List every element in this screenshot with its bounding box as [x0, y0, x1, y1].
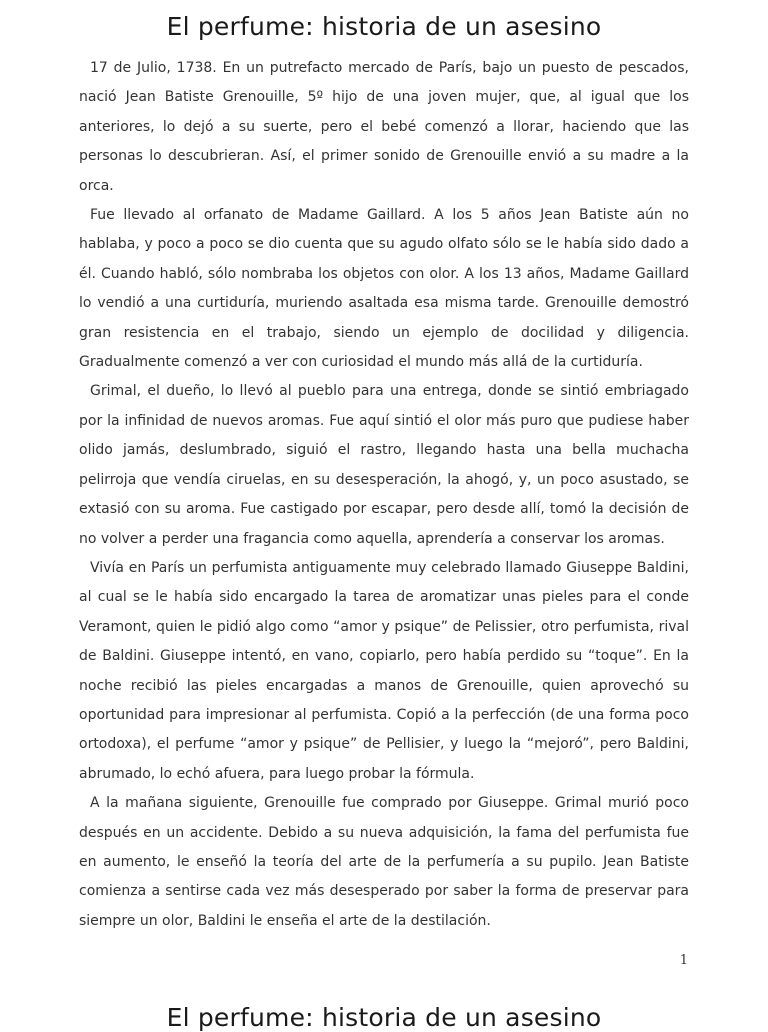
paragraph: Vivía en París un perfumista antiguamente muy celebrado llamado Giuseppe Baldini, al cual se le había sido encargado la tarea de aromatizar unas pieles para el conde Veramont, quien le pidió algo como “amor y psique” de Pelissier, otro perfumista, rival de Baldini. Giuseppe intentó, en vano, copiarlo, pero había perdido su “toque”. En la noche recibió las pieles encargadas a manos de Grenouille, quien aprovechó su oportunidad para impresionar al perfumista. Copió a la perfección (de una forma poco ortodoxa), el perfume “amor y psique” de Pellisier, y luego la “mejoró”, pero Baldini, abrumado, lo echó afuera, para luego probar la fórmula. — [79, 559, 689, 782]
document-title: El perfume: historia de un asesino — [166, 12, 602, 41]
page-number: 1 — [679, 953, 688, 968]
paragraph: Grimal, el dueño, lo llevó al pueblo para una entrega, donde se sintió embriagado por la infinidad de nuevos aromas. Fue aquí sintió el olor más puro que pudiese haber olido jamás, deslumbrado, siguió el rastro, llegando hasta una bella muchacha pelirroja que vendía ciruelas, en su desesperación, la ahogó, y, un poco asustado, se extasió con su aroma. Fue castigado por escapar, pero desde allí, tomó la decisión de no volver a perder una fragancia como aquella, aprendería a conservar los aromas. — [79, 383, 689, 547]
paragraph: 17 de Julio, 1738. En un putrefacto mercado de París, bajo un puesto de pescados, nació Jean Batiste Grenouille, 5º hijo de una joven mujer, que, al igual que los anteriores, lo dejó a su suerte, pero el bebé comenzó a llorar, haciendo que las personas lo descubrieran. Así, el primer sonido de Grenouille envió a su madre a la orca. — [79, 60, 689, 194]
paragraph: Fue llevado al orfanato de Madame Gaillard. A los 5 años Jean Batiste aún no hablaba, y poco a poco se dio cuenta que su agudo olfato sólo se le había sido dado a él. Cuando habló, sólo nombraba los objetos con olor. A los 13 años, Madame Gaillard lo vendió a una curtiduría, muriendo asaltada esa misma tarde. Grenouille demostró gran resistencia en el trabajo, siendo un ejemplo de docilidad y diligencia. Gradualmente comenzó a ver con curiosidad el mundo más allá de la curtiduría. — [79, 207, 689, 371]
paragraph: A la mañana siguiente, Grenouille fue comprado por Giuseppe. Grimal murió poco después en un accidente. Debido a su nueva adquisición, la fama del perfumista fue en aumento, le enseñó la teoría del arte de la perfumería a su pupilo. Jean Batiste comienza a sentirse cada vez más desesperado por saber la forma de preservar para siempre un olor, Baldini le enseña el arte de la destilación. — [79, 795, 689, 929]
document-body — [79, 54, 689, 936]
next-page-title: El perfume: historia de un asesino — [166, 1003, 602, 1032]
